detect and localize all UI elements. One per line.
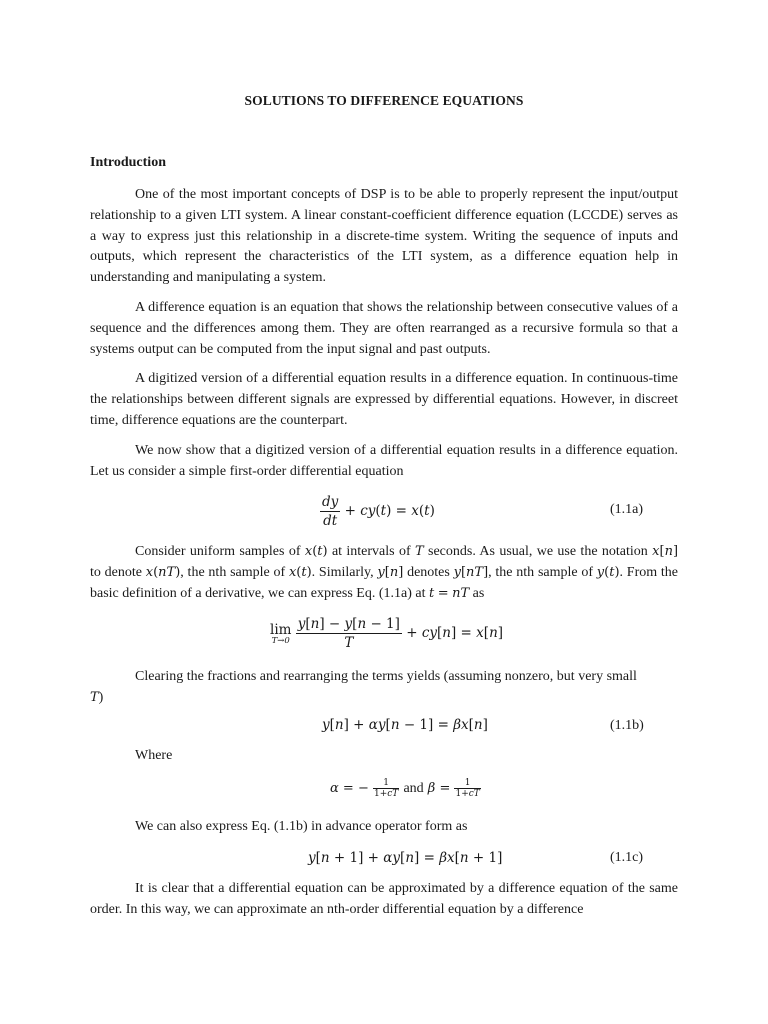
paragraph-5-text-7: denotes (407, 564, 450, 580)
paragraph-5-text-4: to denote (90, 564, 142, 580)
paragraph-4-text: We now show that a digitized version of a differential equation results in a difference equation. Let us consider a simple first-order differential equation (90, 443, 678, 479)
equation-limit: lim T→0 $\frac{y[n] - y[n - 1]}{T}$ + cy[n] = x[n] (270, 616, 504, 651)
paragraph-5-text-1: Consider uniform samples of (135, 544, 301, 559)
paragraph-6: Clearing the fractions and rearranging the terms yields (assuming nonzero, but very small T) (90, 669, 637, 705)
paragraph-5-text-9: . From the basic definition of a derivative, we can express Eq. (1.1a) at (90, 564, 679, 601)
paragraph-5-text-5: , the nth sample of (180, 564, 286, 580)
paragraph-5-text-10: as (472, 585, 485, 601)
paragraph-6-text: Clearing the fractions and rearranging the terms yields (assuming nonzero, but very small (135, 669, 637, 684)
paragraph-7-text: We can also express Eq. (1.1b) in advance operator form as (135, 819, 468, 834)
paragraph-5-text-6: . Similarly, (311, 564, 374, 580)
equation-1-1a: $\frac{dy}{dt}$ + cy(t) = x(t) (322, 494, 435, 529)
equation-1-1a-label: (1.1a) (610, 502, 644, 517)
equation-1-1c: y[n + 1] + αy[n] = βx[n + 1] (308, 850, 503, 866)
section-heading: Introduction (90, 155, 166, 170)
equation-alpha-beta: α = − $\frac{1}{1+cT}$ and β = $\frac{1}{1+cT}$ (330, 778, 480, 799)
equation-1-1b: y[n] + αy[n − 1] = βx[n] (322, 717, 488, 733)
paragraph-5: Consider uniform samples of x(t) at intervals of T seconds. As usual, we use the notation x[n] to denote x(nT), the nth sample of x(t). Similarly, y[n] denotes y[nT], the nth sample of y(t). From the basic definition of a derivative, we can express Eq. (1.1a) at t = nT as (90, 544, 679, 601)
paragraph-8-text: It is clear that a differential equation can be approximated by a difference equation of the same order. In this way, we can approximate an nth-order differential equation by a difference (90, 881, 678, 917)
paragraph-2 (90, 298, 678, 360)
equation-1-1b-label: (1.1b) (610, 718, 644, 733)
equation-1-1c-label: (1.1c) (610, 850, 644, 865)
paragraph-7 (90, 817, 678, 838)
paragraph-5-text-3: seconds. As usual, we use the notation (428, 544, 648, 559)
paragraph-4 (90, 441, 678, 483)
paragraph-6-end: ) (98, 689, 104, 705)
paragraph-1 (90, 185, 678, 289)
paragraph-5-text-8: , the nth sample of (488, 564, 594, 580)
paragraph-2-text: A difference equation is an equation that shows the relationship between consecutive values of a sequence and the differences among them. They are often rearranged as a recursive formula so that a systems output can be computed from the input signal and past outputs. (90, 300, 678, 357)
paragraph-8 (90, 879, 678, 921)
document-title: SOLUTIONS TO DIFFERENCE EQUATIONS (244, 93, 524, 108)
paragraph-5-text-2: at intervals of (331, 544, 411, 559)
where-label: Where (135, 748, 173, 763)
paragraph-3-text: A digitized version of a differential equation results in a difference equation. In continuous-time the relationships between different signals are expressed by differential equations. However, in discreet time, difference equations are the counterpart. (90, 371, 678, 428)
and-word: and (403, 781, 424, 796)
paragraph-1-text: One of the most important concepts of DSP is to be able to properly represent the input/output relationship to a given LTI system. A linear constant-coefficient difference equation (LCCDE) serves as a way to express just this relationship in a discrete-time system. Writing the sequence of inputs and outputs, which represent the characteristics of the LTI system, as a difference equation help in understanding and manipulating a system. (90, 187, 678, 286)
paragraph-3 (90, 369, 678, 431)
